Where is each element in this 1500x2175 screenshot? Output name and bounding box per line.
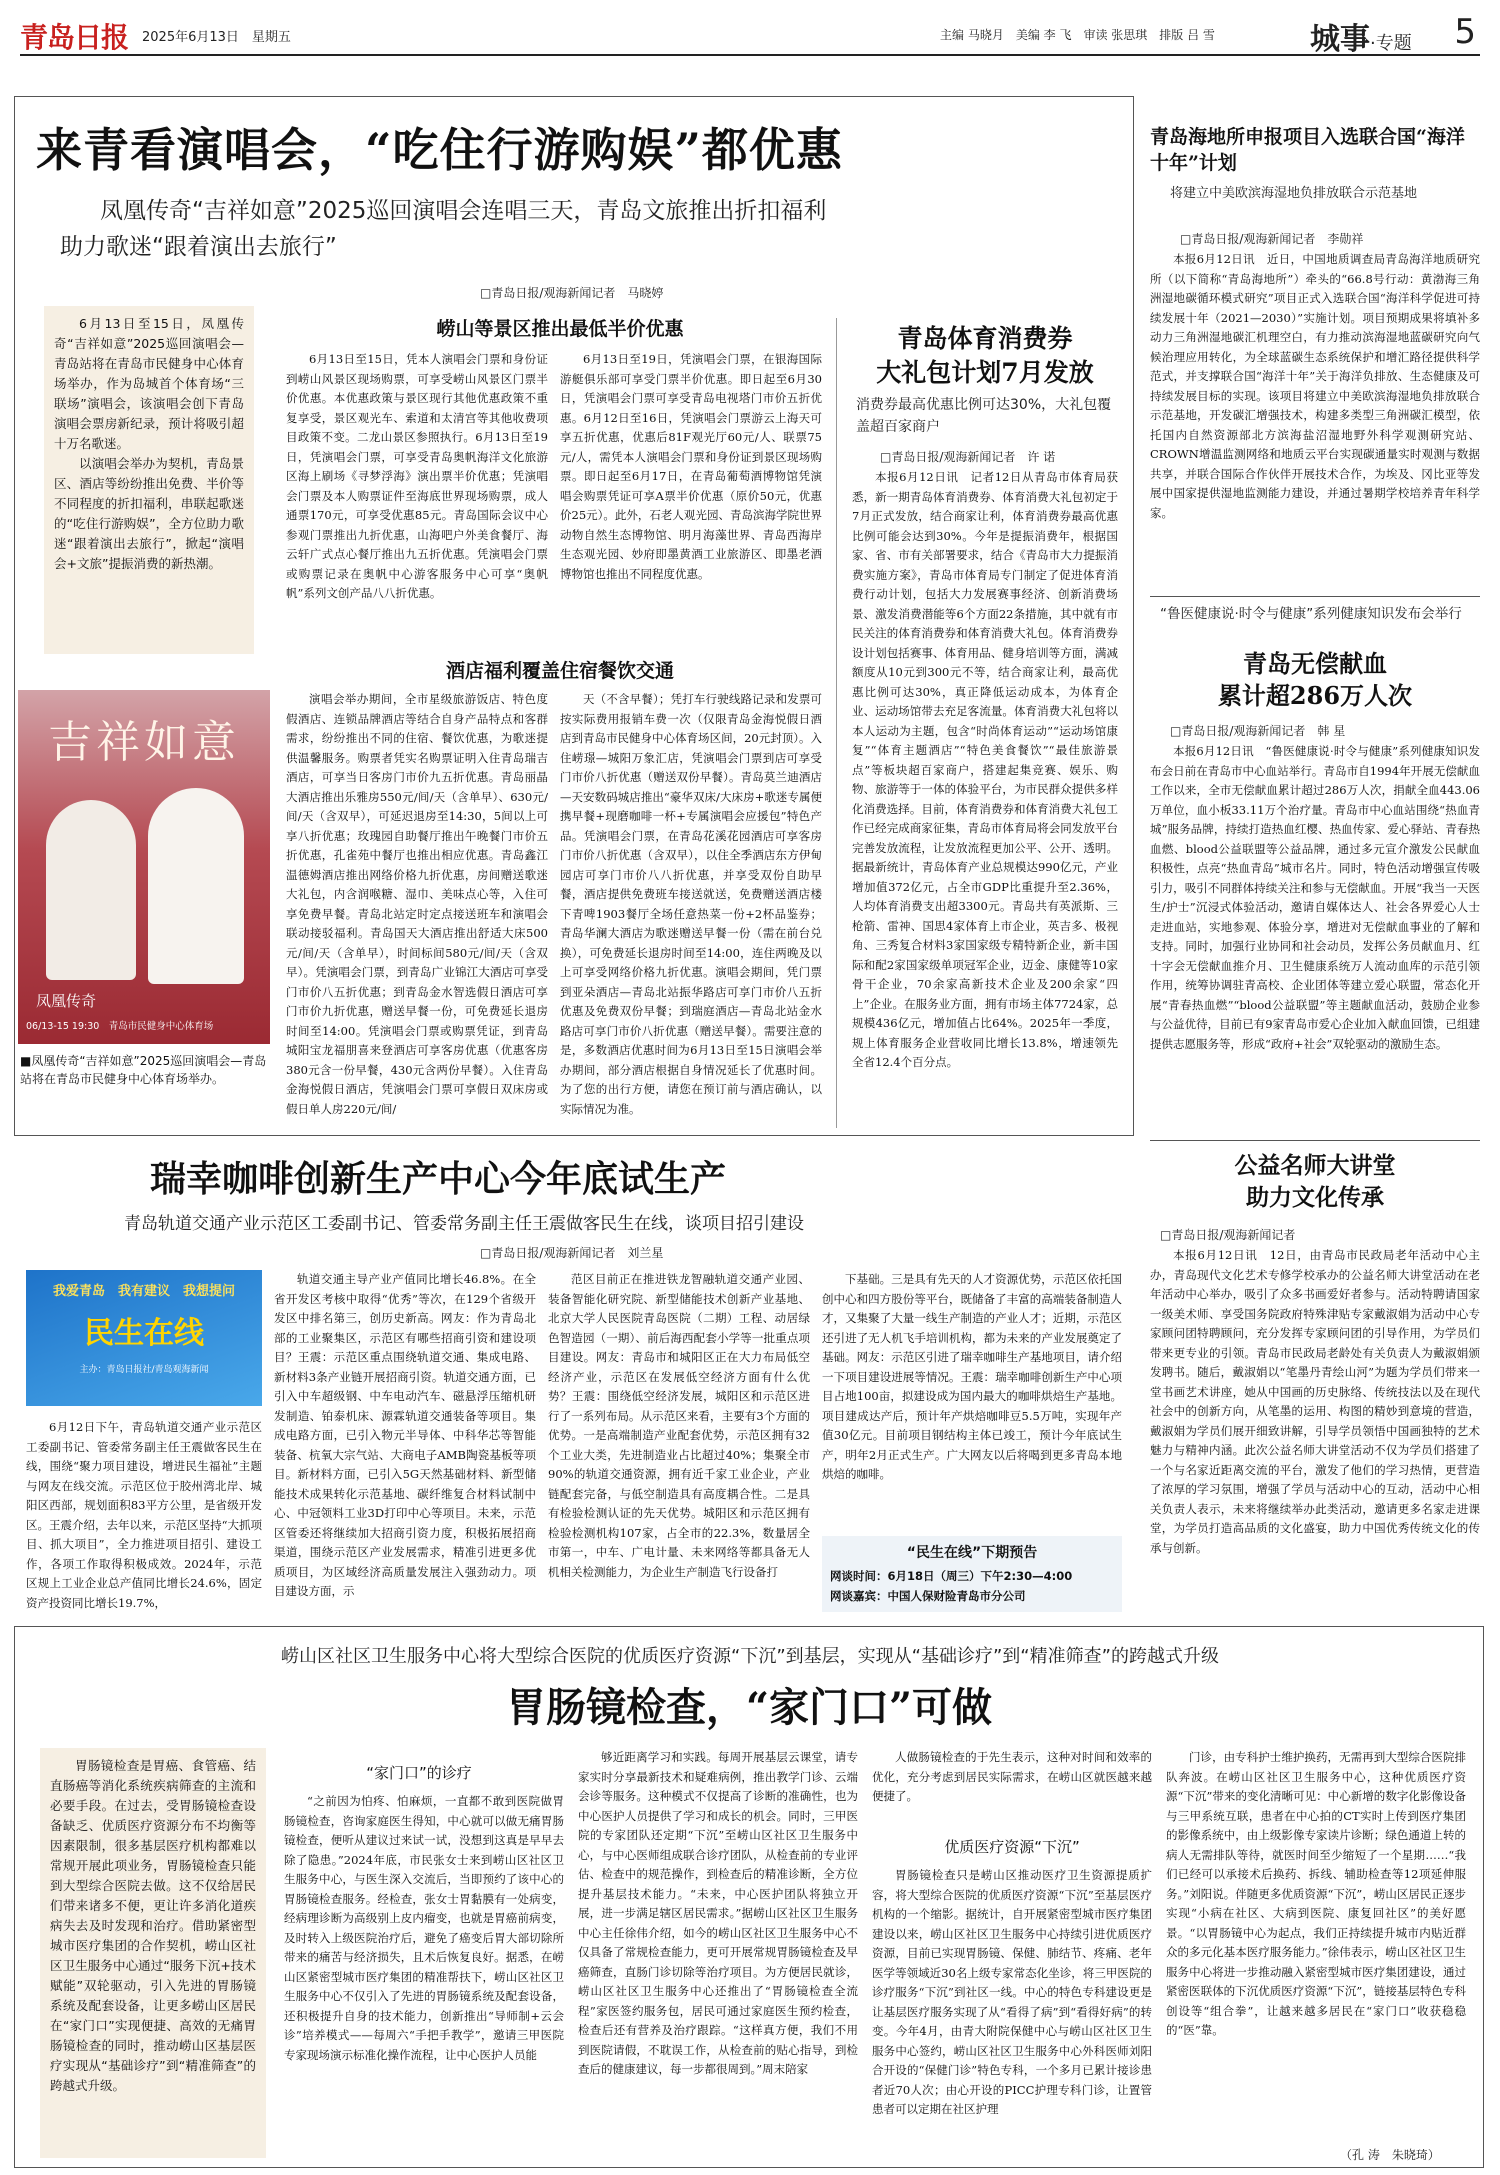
gastro-col3-text: 人做肠镜检查的于先生表示，这种对时间和效率的优化，充分考虑到居民实际需求，在崂山区就医越来越便捷了。 — [872, 1750, 1152, 1803]
blood-kicker: “鲁医健康说·时令与健康”系列健康知识发布会举行 — [1160, 606, 1462, 622]
coffee-col4 — [822, 1270, 1122, 1528]
wetland-headline: 青岛海地所申报项目入选联合国“海洋十年”计划 — [1150, 126, 1465, 174]
divider — [1150, 596, 1480, 597]
concert-byline: □青岛日报/观海新闻记者 马晓婷 — [480, 286, 664, 300]
concert-poster — [18, 690, 270, 1044]
newspaper-logo: 青岛日报 — [20, 21, 129, 54]
concert-section1-col1 — [286, 350, 548, 646]
coffee-byline: □青岛日报/观海新闻记者 刘兰星 — [480, 1246, 664, 1260]
gastro-col3b-text: 胃肠镜检查只是崂山区推动医疗卫生资源提质扩容，将大型综合医院的优质医疗资源“下沉”至基层医疗机构的一个缩影。据统计，自开展紧密型城市医疗集团建设以来，崂山区社区卫生服务中心持续引进优质医疗资源，目前已实现胃肠镜、保健、肺结节、疼痛、老年医学等领域近30名上级专家常态化坐诊，将三甲医院的诊疗服务“下沉”到社区一线。中心的特色专科建设更是让基层医疗服务实现了从“看得了病”到“看得好病”的转变。今年4月，由青大附院保健中心与崂山区社区卫生服务中心签约，崂山区社区卫生服务中心外科医师刘阳合开设的“保健门诊”特色专科，一个多月已累计接诊患者近70人次；由心开设的PICC护理专科门诊，让置管患者可以定期在社区护理 — [872, 1868, 1152, 2116]
sports-subhead: 消费券最高优惠比例可达30%，大礼包覆盖超百家商户 — [856, 397, 1112, 435]
blood-headline-1: 青岛无偿献血 — [1243, 649, 1387, 678]
sports-byline: □青岛日报/观海新闻记者 许 诺 — [880, 450, 1056, 464]
singer-male — [148, 788, 244, 984]
concert-section2-col1-text: 演唱会举办期间，全市星级旅游饭店、特色度假酒店、连锁品牌酒店等结合自身产品特点和客群需求，纷纷推出不同的住宿、餐饮优惠，为歌迷提供温馨服务。购票者凭实名购票证明入住青岛瑞吉酒店，可享当日客房门市价九五折优惠。青岛丽晶大酒店推出乐雅房550元/间/天（含单早）、630元/间/天（含双早），可延迟退房至14:30，5间以上可享八折优惠；玫瑰园自助餐厅推出午晚餐门市价五折优惠，孔雀苑中餐厅也推出相应优惠。青岛鑫江温德姆酒店推出网络价格九折优惠，房间赠送歌迷大礼包，内含润喉糖、湿巾、美味点心等，入住可享免费早餐。青岛北站定时定点接送班车和演唱会联动接驳福利。青岛国天大酒店推出舒适大床500元/间/天（含单早），时间标间580元/间/天（含双早）。凭演唱会门票，到青岛广业锦江大酒店可享受门市价八五折优惠；到青岛金水智选假日酒店可享门市价九折优惠，赠送早餐一份，可免费延长退房时间至14:00。凭演唱会门票或购票凭证，到青岛城阳宝龙福朋喜来登酒店可享客房优惠（优惠客房380元含一份早餐，430元含两份早餐）。入住青岛金海悦假日酒店，凭演唱会门票可享假日双床房或假日单人房220元/间/ — [286, 692, 548, 1116]
concert-section2-col1 — [286, 690, 548, 1130]
masthead — [20, 14, 1480, 56]
section-subtitle: ·专题 — [1370, 33, 1412, 54]
divider — [836, 318, 837, 1128]
coffee-headline: 瑞幸咖啡创新生产中心今年底试生产 — [150, 1158, 727, 1200]
coffee-col3 — [548, 1270, 810, 1618]
concert-section1-col1-text: 6月13日至15日，凭本人演唱会门票和身份证到崂山风景区现场购票，可享受崂山风景区门票半价优惠。本优惠政策与景区现行其他优惠政策不重复享受，景区观光车、索道和太清宫等其他收费项目政策不变。二龙山景区参照执行。6月13日至19日，凭演唱会门票，可享受青岛奥帆海洋文化旅游区海上刷场《寻梦浮海》演出票半价优惠；凭演唱会门票及本人购票证件至海底世界现场购票，成人通票170元，可享受优惠85元。青岛国际会议中心参观门票推出九折优惠，山海吧户外美食餐厅、海云轩广式点心餐厅推出九五折优惠。凭演唱会门票或购票记录在奥帆中心游客服务中心可享“奥帆帆”系列文创产品八八折优惠。 — [286, 352, 548, 600]
gastro-lead-text: 胃肠镜检查是胃癌、食管癌、结直肠癌等消化系统疾病筛查的主流和必要手段。在过去，受胃肠镜检查设备缺乏、优质医疗资源分布不均衡等因素限制，很多基层医疗机构都难以常规开展此项业务，胃肠镜检查只能到大型综合医院去做。这不仅给居民们带来诸多不便，更让许多消化道疾病失去及时发现和治疗。借助紧密型城市医疗集团的合作契机，崂山区社区卫生服务中心通过“服务下沉+技术赋能”双轮驱动，引入先进的胃肠镜系统及配套设备，让更多崂山区居民在“家门口”实现便捷、高效的无痛胃肠镜检查的同时，推动崂山区基层医疗实现从“基础诊疗”到“精准筛查”的跨越式升级。 — [50, 1758, 256, 2093]
concert-lead-p1: 6月13日至15日，凤凰传奇“吉祥如意”2025巡回演唱会—青岛站将在青岛市民健身中心体育场举办，作为岛城首个体育场“三联场”演唱会，该演唱会创下青岛演唱会票房新纪录，预计将吸引超十万名歌迷。 — [54, 316, 244, 451]
coffee-col4-text: 下基础。三是具有先天的人才资源优势，示范区依托国创中心和四方股份等平台，既储备了丰富的高端装备制造人才，又集聚了大量一线生产制造的产业人才；近期，示范区还引进了无人机飞手培训机构，都为未来的产业发展奠定了基础。网友：示范区引进了瑞幸咖啡生产基地项目，请介绍一下项目建设进展等情况。王震：瑞幸咖啡创新生产中心项目占地100亩，拟建设成为国内最大的咖啡烘焙生产基地。项目建成达产后，预计年产烘焙咖啡豆5.5万吨，实现年产值30亿元。目前项目钢结构主体已竣工，预计今年底试生产，明年2月正式生产。广大网友以后将喝到更多青岛本地烘焙的咖啡。 — [822, 1272, 1122, 1481]
gastro-headline: 胃肠镜检查，“家门口”可做 — [505, 1684, 992, 1731]
section-name — [1310, 14, 1412, 58]
wetland-body-text: 本报6月12日讯 近日，中国地质调查局青岛海洋地质研究所（以下简称“青岛海地所”）牵头的“66.8号行动：黄渤海三角洲湿地碳循环模式研究”项目正式入选联合国“海洋科学促进可持续发展十年（2021—2030）”实施计划。项目预期成果将填补多动力三角洲湿地碳汇机理空白，有力推动滨海湿地蓝碳研究向气候治理应用转化，为全球蓝碳生态系统保护和增汇路径提供科学范式，并支撑联合国“海洋十年”关于海洋负排放、生态健康及可持续发展目标的实现。该项目将建立中美欧滨海湿地负排放联合示范基地，开发碳汇增强技术，构建多类型三角洲碳汇模型，依托国内自然资源部北方滨海盐沼湿地野外科学观测研究站、CROWN增温监测网络和地质云平台实现碳通量实时观测与数据共享，并联合国际合作伙伴开展技术合作，为埃及、冈比亚等发展中国家提供湿地监测能力建设，并通过暑期学校培养青年科学家。 — [1150, 252, 1480, 520]
gastro-col2 — [578, 1748, 858, 2162]
singer-female — [46, 800, 136, 980]
gastro-col2-text: 够近距离学习和实践。每周开展基层云课堂，请专家实时分享最新技术和疑难病例，推出教学门诊、云端会诊等服务。这种模式不仅提高了诊断的准确性，也为中心医护人员提供了学习和成长的机会。同时，三甲医院的专家团队还定期“下沉”至崂山区社区卫生服务中心，与中心医师组成联合诊疗团队，从检查前的专业评估、检查中的规范操作，到检查后的精准诊断，全方位提升基层技术能力。“未来，中心医护团队将独立开展，进一步满足辖区居民需求。”据崂山区社区卫生服务中心主任徐伟介绍，如今的崂山区社区卫生服务中心不仅具备了常规检查能力，更可开展常规胃肠镜检查及早癌筛查，直肠门诊切除等治疗项目。为方便居民就诊，崂山区社区卫生服务中心还推出了“胃肠镜检查全流程”家医签约服务包，居民可通过家庭医生预约检查，检查后还有营养及治疗跟踪。“这样真方便，我们不用到医院请假，不耽误工作，从检查前的贴心指导，到检查后的健康建议，每一步都很周到。”周末陪家 — [578, 1750, 858, 2076]
coffee-col3-text: 范区目前正在推进铁龙智融轨道交通产业园、装备智能化研究院、新型储能技术创新产业基地、北京大学人民医院青岛医院（二期）工程、动居绿色智造园（一期）、前后海西配套小学等一批重点项目建设。网友：青岛市和城阳区正在大力布局低空经济产业，示范区在发展低空经济方面有什么优势？王震：围绕低空经济发展，城阳区和示范区进行了一系列布局。从示范区来看，主要有3个方面的优势。一是高端制造产业配套优势，示范区拥有32个工业大类，先进制造业占比超过40%；集聚全市90%的轨道交通资源，拥有近千家工业企业，产业链配套完备，与低空制造具有高度耦合性。二是具有检验检测认证的先天优势。城阳区和示范区拥有检验检测机构107家，占全市的22.3%，数量居全市第一，中车、广电计量、未来网络等都具备无人机相关检测能力，为企业生产制造飞行设备打 — [548, 1272, 810, 1579]
banner-slogan: 我爱青岛 我有建议 我想提问 — [52, 1284, 235, 1299]
gastro-section1-title: “家门口”的诊疗 — [366, 1764, 472, 1782]
poster-title: 吉祥如意 — [48, 717, 240, 768]
wetland-byline: □青岛日报/观海新闻记者 李勋祥 — [1180, 232, 1364, 246]
wetland-subhead: 将建立中美欧滨海湿地负排放联合示范基地 — [1170, 186, 1418, 201]
blood-headline-2: 累计超286万人次 — [1217, 681, 1413, 710]
divider — [1150, 1140, 1480, 1141]
blood-body — [1150, 742, 1480, 1134]
gastro-col4-text: 门诊，由专科护士维护换药，无需再到大型综合医院排队奔波。在崂山区社区卫生服务中心，这种优质医疗资源“下沉”带来的变化清晰可见：中心新增的数字化影像设备与三甲系统互联，患者在中心拍的CT实时上传到医疗集团的影像系统中，由上级影像专家读片诊断；绿色通道上转的病人无需排队等待，就医时间至少缩短了一个星期……“我们已经可以承接术后换药、拆线、辅助检查等12项延伸服务。”刘阳说。伴随更多优质资源“下沉”，崂山区居民正逐步实现“小病在社区、大病到医院、康复回社区”的美好愿景。“以胃肠镜中心为起点，我们正持续提升城市内贴近群众的多元化基本医疗服务能力。”徐伟表示，崂山区社区卫生服务中心将进一步推动融入紧密型城市医疗集团建设，通过紧密医联体的下沉优质医疗资源“下沉”，链接基层特色专科创设等“组合拳”，让越来越多居民在“家门口”收获稳稳的“医”靠。 — [1166, 1750, 1466, 2037]
page-number: 5 — [1454, 12, 1476, 52]
lecture-body-text: 本报6月12日讯 12日，由青岛市民政局老年活动中心主办，青岛现代文化艺术专修学校承办的公益名师大讲堂活动在老年活动中心举办，吸引了众多书画爱好者参与。活动特聘请国家一级美术师、享受国务院政府特殊津贴专家戴淑娟为活动中心专家顾问团特聘顾问，充分发挥专家顾问团的引导作用，为学员们带来更专业的引领。青岛市民政局老龄处有关负责人为戴淑娟颁发聘书。随后，戴淑娟以“笔墨丹青绘山河”为题为学员们带来一堂书画艺术讲座，她从中国画的历史脉络、传统技法以及在现代社会中的创新方向，从笔墨的运用、构图的精妙到意境的营造，戴淑娟为学员们展开细致讲解，引导学员领悟中国画独特的艺术魅力与精神内涵。此次公益名师大讲堂活动不仅为学员们搭建了一个与名家近距离交流的平台，激发了他们的学习热情，更营造了浓厚的学习氛围，增强了学员与活动中心的互动，活动中心相关负责人表示，未来将继续举办此类活动，邀请更多名家走进课堂，为学员打造高品质的文化盛宴，助力中国优秀传统文化的传承与创新。 — [1150, 1248, 1480, 1555]
concert-subhead-2: 助力歌迷“跟着演出去旅行” — [60, 234, 337, 260]
minsheng-online-banner — [26, 1270, 262, 1406]
concert-section1-col2-text: 6月13日至19日，凭演唱会门票，在银海国际游艇俱乐部可享受门票半价优惠。即日起至6月30日，凭演唱会门票可享受青岛电视塔门市价五折优惠。6月12日至16日，凭演唱会门票游云上海天可享五折优惠，优惠后81F观光厅60元/人、联票75元/人，需凭本人演唱会门票和身份证到景区现场购票。即日起至6月17日，在青岛葡萄酒博物馆凭演唱会购票凭证可享A票半价优惠（原价50元，优惠价25元）。此外，石老人观光园、青岛滨海学院世界动物自然生态博物馆、明月海藻世界、青岛西海岸生态观光园、妙府即墨黄酒工业旅游区、即墨老酒博物馆也推出不同程度优惠。 — [560, 352, 822, 581]
concert-lead — [44, 306, 254, 654]
banner-note: 主办：青岛日报社/青岛观海新闻 — [79, 1365, 209, 1375]
preview-title: “民生在线”下期预告 — [906, 1545, 1038, 1561]
gastro-byline: （孔 涛 朱晓琦） — [1340, 2148, 1440, 2162]
sports-body-text: 本报6月12日讯 记者12日从青岛市体育局获悉，新一期青岛体育消费券、体育消费大礼包初定于7月正式发放，结合商家让利，体育消费券最高优惠比例可能会达到30%。今年是提振消费年，根据国家、省、市有关部署要求，结合《青岛市大力提振消费实施方案》，青岛市体育局专门制定了促进体育消费行动计划，包括大力发展赛事经济、创新消费场景、激发消费潜能等6个方面22条措施，其中就有市民关注的体育消费券和体育消费大礼包。体育消费券设计划包括赛事、体育用品、健身培训等方面，满减额度从10元到300元不等，结合商家让利，最高优惠比例可达30%，真正降低运动成本，为体育企业、运动场馆带去充足客流量。体育消费大礼包将以本人运动为主题，包含“时尚体育运动”“运动场馆康复”“体育主题酒店”“特色美食餐饮”“最佳旅游景点”等板块超百家商户，搭建起集竞赛、娱乐、购物、旅游等于一体的体验平台，为市民群众提供多样化消费选择。目前，体育消费券和体育消费大礼包工作已经完成商家征集，青岛市体育局将会同发放平台完善发放流程，让发放流程更加公平、公开、透明。据最新统计，青岛体育产业总规模达990亿元，产业增加值372亿元，占全市GDP比重提升至2.36%，人均体育消费支出超3300元。青岛共有英派斯、三枪箭、雷神、国思4家体育上市企业，英吉多、极视角、三秀复合材料3家国家级专精特新企业，新丰国际和配2家国家级单项冠军企业，迈金、康健等10家骨干企业，70余家高新技术企业及200余家“四上”企业。在服务业方面，拥有市场主体7724家，总规模436亿元，增加值占比64%。2025年一季度，规上体育服务企业营收同比增长13.8%，增速领先全省12.4个百分点。 — [852, 470, 1118, 1069]
lecture-headline-1: 公益名师大讲堂 — [1234, 1152, 1396, 1179]
lecture-headline-2: 助力文化传承 — [1246, 1184, 1384, 1211]
poster-date: 06/13-15 19:30 青岛市民健身中心体育场 — [26, 1021, 214, 1032]
gastro-col1 — [284, 1792, 564, 2162]
sports-headline-1: 青岛体育消费券 — [897, 324, 1073, 353]
concert-photo-caption: ■凤凰传奇“吉祥如意”2025巡回演唱会—青岛站将在青岛市民健身中心体育场举办。 — [20, 1054, 267, 1086]
wetland-body — [1150, 250, 1480, 590]
concert-subhead-1: 凤凰传奇“吉祥如意”2025巡回演唱会连唱三天，青岛文旅推出折扣福利 — [100, 198, 827, 224]
gastro-col3b — [872, 1866, 1152, 2162]
concert-section2-title: 酒店福利覆盖住宿餐饮交通 — [445, 660, 674, 682]
lecture-body — [1150, 1246, 1480, 1608]
coffee-col2-text: 轨道交通主导产业产值同比增长46.8%。在全省开发区考核中取得“优秀”等次，在129个省级开发区中排名第三，创历史新高。网友：作为青岛北部的工业聚集区，示范区有哪些招商引资和建设项目？王震：示范区重点围绕轨道交通、集成电路、新材料3条产业链开展招商引资。轨道交通方面，已引入中车超级钢、中车电动汽车、磁悬浮压缩机研发制造、铂泰机床、源霖轨道交通装备等项目。集成电路方面，已引入物元半导体、中科华芯等智能装备、杭氧大宗气站、大商电子AMB陶瓷基板等项目。新材料方面，已引入5G天然基础材料、新型储能技术成果转化示范基地、碳纤维复合材料试制中心、中冠领料工业3D打印中心等项目。未来，示范区管委还将继续加大招商引资力度，积极拓展招商渠道，围绕示范区产业发展需求，精准引进更多优质项目，为区域经济高质量发展注入强劲动力。项目建设方面，示 — [274, 1272, 536, 1598]
concert-section1-title: 崂山等景区推出最低半价优惠 — [436, 318, 684, 340]
concert-section2-col2 — [560, 690, 822, 1130]
concert-headline: 来青看演唱会，“吃住行游购娱”都优惠 — [36, 123, 843, 177]
concert-section2-col2-text: 天（不含早餐）；凭打车行驶线路记录和发票可按实际费用报销车费一次（仅限青岛金海悦假日酒店到青岛市民健身中心体育场区间，20元封顶）。入住崂璟—城阳万象汇店，凭演唱会门票到店可享受门市价八折优惠（赠送双份早餐）。青岛莫兰迪酒店—天安数码城店推出“豪华双床/大床房+歌迷专属便携早餐+现磨咖啡一杯+专属演唱会应援包”特色产品。凭演唱会门票，在青岛花溪花园酒店可享客房门市价八折优惠（含双早），以住全季酒店东方伊甸园店可享门市价八八折优惠，并享受双份自助早餐，酒店提供免费班车接送就送，免费赠送酒店楼下青啤1903餐厅全场任意热菜一份+2杯品鉴券；青岛华澜大酒店为歌迷赠送早餐一份（需在前台兑换），可免费延长退房时间至14:00，连住两晚及以上可享受网络价格九折优惠。演唱会期间，凭门票到亚朵酒店—青岛北站振华路店可享门市价八五折优惠及免费双份早餐；到瑞庭酒店—青岛北站金水路店可享门市价八折优惠（赠送早餐）。需要注意的是，多数酒店优惠时间为6月13日至15日演唱会举办期间，部分酒店根据自身情况延长了优惠时间。为了您的出行方便，请您在预订前与酒店确认，以实际情况为准。 — [560, 692, 822, 1116]
coffee-subhead: 青岛轨道交通产业示范区工委副书记、管委常务副主任王震做客民生在线，谈项目招引建设 — [124, 1214, 804, 1234]
banner-title: 民生在线 — [84, 1316, 204, 1351]
gastro-col1-text: “之前因为怕疼、怕麻烦，一直都不敢到医院做胃肠镜检查，咨询家庭医生得知，中心就可以做无痛胃肠镜检查，便听从建议过来试一试，没想到这真是早早去除了隐患。”2024年底，市民张女士来到崂山区社区卫生服务中心，与医生深入交流后，当即预约了该中心的胃肠镜检查服务。经检查，张女士胃黏膜有一处病变，经病理诊断为高级别上皮内瘤变，也就是胃癌前病变，及时转入上级医院治疗后，避免了癌变后胃大部切除所带来的痛苦与经济损失，且术后恢复良好。据悉，在崂山区紧密型城市医疗集团的精准帮扶下，崂山区社区卫生服务中心不仅引入了先进的胃肠镜系统及配套设备，还积极提升自身的技术能力，创新推出“导师制+云会诊”培养模式——每周六“手把手教学”，邀请三甲医院专家现场演示标准化操作流程，让中心医护人员能 — [284, 1794, 564, 2062]
poster-band: 凤凰传奇 — [36, 992, 97, 1010]
gastro-lead — [40, 1748, 266, 2158]
sports-headline-2: 大礼包计划7月发放 — [876, 358, 1094, 387]
editorial-staff: 主编 马晓月 美编 李 飞 审读 张思琪 排版 吕 雪 — [940, 28, 1215, 42]
sports-body — [852, 468, 1118, 1130]
concert-section1-col2 — [560, 350, 822, 646]
concert-lead-p2: 以演唱会举办为契机，青岛景区、酒店等纷纷推出免费、半价等不同程度的折扣福利，串联起歌迷的“吃住行游购娱”，全方位助力歌迷“跟着演出去旅行”，掀起“演唱会+文旅”提振消费的新热潮。 — [54, 456, 244, 571]
section-title: 城事 — [1310, 22, 1370, 57]
preview-time: 网谈时间：6月18日（周三）下午2:30—4:00 — [830, 1569, 1073, 1583]
issue-date: 2025年6月13日 星期五 — [142, 30, 291, 45]
blood-byline: □青岛日报/观海新闻记者 韩 星 — [1170, 724, 1346, 738]
blood-body-text: 本报6月12日讯 “鲁医健康说·时令与健康”系列健康知识发布会日前在青岛市中心血站举行。青岛市自1994年开展无偿献血工作以来，全市无偿献血累计超过286万人次，捐献全血443.06万单位，血小板33.11万个治疗量。青岛市中心血站围绕“热血青城”服务品牌，持续打造热血红樱、热血传家、爱心驿站、青春热血燃、blood公益联盟等公益品牌，通过多元宣介激发公民献血积极性，点亮“热血青岛”城市名片。同时，特色活动增强宣传吸引力，吸引不同群体持续关注和参与无偿献血。开展“我当一天医生/护士”沉浸式体验活动，邀请自媒体达人、社会各界爱心人士走进血站，实地参观、体验分享，增进对无偿献血事业的了解和支持。同时，加强行业协同和社会动员，发挥公务员献血月、红十字会无偿献血推介月、卫生健康系统万人流动血库的示范引领作用，统筹协调驻青高校、企业团体等建立爱心联盟，常态化开展“青春热血燃”“blood公益联盟”等主题献血活动，鼓励企业参与公益优待，目前已有9家青岛市爱心企业加入献血回馈，已组建提供志愿服务等，形成“政府+社会”双轮驱动的激励生态。 — [1150, 744, 1480, 1051]
preview-guest: 网谈嘉宾：中国人保财险青岛市分公司 — [830, 1589, 1026, 1603]
gastro-kicker: 崂山区社区卫生服务中心将大型综合医院的优质医疗资源“下沉”到基层，实现从“基础诊疗”到“精准筛查”的跨越式升级 — [281, 1646, 1219, 1667]
gastro-col3 — [872, 1748, 1152, 1810]
coffee-col1 — [26, 1418, 262, 1618]
next-preview-box — [822, 1536, 1122, 1612]
gastro-col4 — [1166, 1748, 1466, 2144]
gastro-section2-title: 优质医疗资源“下沉” — [944, 1838, 1080, 1856]
coffee-col1-text: 6月12日下午，青岛轨道交通产业示范区工委副书记、管委常务副主任王震做客民生在线，围绕“聚力项目建设，增进民生福祉”主题与网友在线交流。示范区位于胶州湾北岸、城阳区西部，规划面积83平方公里，是省级开发区。王震介绍，去年以来，示范区坚持“大抓项目、抓大项目”，全力推进项目招引、建设工作，各项工作取得积极成效。2024年，示范区规上工业企业总产值同比增长24.6%，固定资产投资同比增长19.7%， — [26, 1420, 262, 1610]
coffee-col2 — [274, 1270, 536, 1618]
lecture-byline: □青岛日报/观海新闻记者 — [1160, 1228, 1296, 1242]
